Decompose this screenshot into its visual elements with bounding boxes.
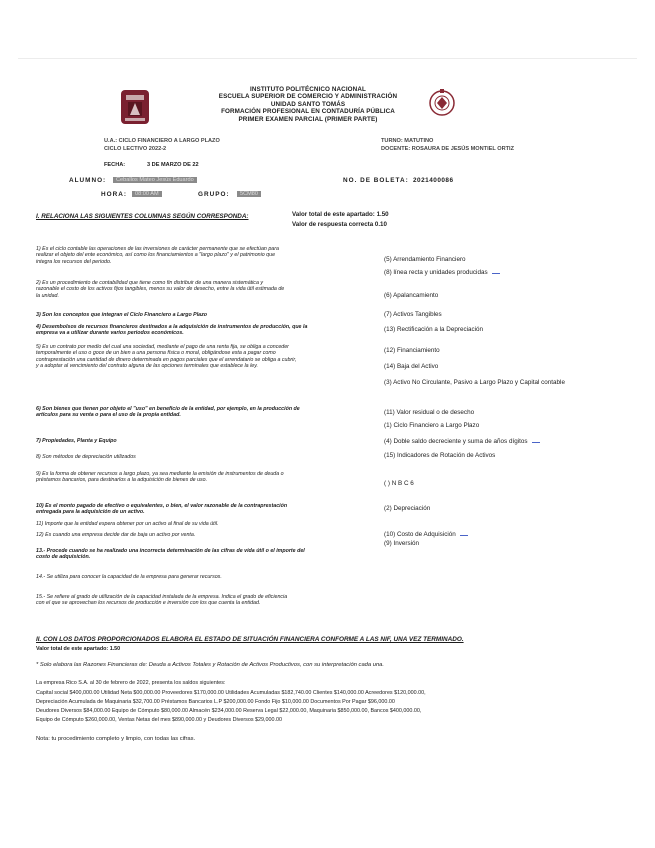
answer-11[interactable]: (4) Doble saldo decreciente y suma de años dígitos [384,437,540,445]
question-2: 2) Es un procedimiento de contabilidad que tiene como fin distribuir de una manera sistemática y razonable el costo de los activos fijos tangibles, menos su valor de desecho, entre la vida útil estimada de la unidad. [36,280,285,299]
ipn-logo-icon [118,88,152,126]
header-line5: PRIMER EXAMEN PARCIAL (PRIMER PARTE) [238,115,378,123]
answer-16[interactable]: (9) Inversión [384,540,419,547]
header-line1: INSTITUTO POLITÉCNICO NACIONAL [250,86,366,93]
answer-13[interactable]: ( ) N B C 6 [384,480,414,487]
question-11: 11) Importe que la entidad espera obtener por un activo al final de su vida útil. [36,521,219,527]
answer-1[interactable]: (5) Arrendamiento Financiero [384,256,466,263]
section1-valor-total: Valor total de este apartado: 1.50 [292,211,389,218]
info-turno: TURNO: MATUTINO [381,138,434,144]
page-top-border [18,58,637,59]
section2-title: II. CON LOS DATOS PROPORCIONADOS ELABORA EL ESTADO DE SITUACIÓN FINANCIERA CONFORME A LAS NIF, UNA VEZ TERMINADO. [36,636,464,643]
answer-10[interactable]: (1) Ciclo Financiero a Largo Plazo [384,422,480,429]
header-line2: ESCUELA SUPERIOR DE COMERCIO Y ADMINISTRACIÓN [218,93,398,101]
question-15: 15.- Se refiere al grado de utilización de la capacidad instalada de la empresa. Indica el grado de eficiencia con el que se aprovechan los recursos de producción e inversión con los que cuenta la entidad. [36,594,288,607]
datos-line-5: Equipo de Cómputo $260,000.00, Ventas Netas del mes $890,000.00 y Deudores Diversos $29,000.00 [36,717,283,723]
boleta-label: NO. DE BOLETA: [343,177,409,184]
answer-4[interactable]: (7) Activos Tangibles [384,311,442,318]
document-header [190,86,426,123]
datos-line-1: La empresa Rico S.A. al 30 de febrero de 2022, presenta los saldos siguientes: [36,680,226,686]
info-uap: U.A.: CICLO FINANCIERO A LARGO PLAZO [104,138,220,144]
answer-6[interactable]: (12) Financiamiento [384,347,440,354]
info-ciclo: CICLO LECTIVO 2022-2 [104,146,167,152]
question-4: 4) Desembolsos de recursos financieros destinados a la adquisición de instrumentos de producción, que la empresa va a utilizar durante varios periodos económicos. [36,324,308,337]
hora-label: HORA: [101,191,127,198]
answer-7[interactable]: (14) Baja del Activo [384,363,439,370]
question-8: 8) Son métodos de depreciación utilizados [36,454,136,460]
question-10: 10) Es el monto pagado de efectivo o equivalentes, o bien, el valor razonable de la contraprestación entregada para la adquisición de un activo. [36,503,288,516]
fecha-value: 3 DE MARZO DE 22 [147,162,199,168]
datos-line-2: Capital social $400,000.00 Utilidad Neta $00,000.00 Proveedores $170,000.00 Utilidades Acumuladas $182,740.00 Clientes $140,000.00 Acreedores $120,000.00, [36,690,426,696]
grupo-value[interactable]: 5CM80 [237,191,261,198]
answer-8[interactable]: (3) Activo No Circulante, Pasivo a Largo Plazo y Capital contable [384,379,565,386]
section2-nota: Nota: tu procedimiento completo y limpio, con todas las cifras. [36,736,196,742]
answer-5[interactable]: (13) Rectificación a la Depreciación [384,326,484,333]
section1-valor-respuesta: Valor de respuesta correcta 0.10 [292,221,387,228]
info-docente: DOCENTE: ROSAURA DE JESÚS MONTIEL ORTIZ [381,146,515,152]
question-9: 9) Es la forma de obtener recursos a largo plazo, ya sea mediante la emisión de instrumentos de deuda o préstamos bancarios, para destinarlos a la adquisición de bienes de uso. [36,471,284,484]
answer-blank-mark [532,437,540,443]
question-5: 5) Es un contrato por medio del cual una sociedad, mediante el pago de una renta fija, se obliga a conceder temporalmente el uso o goce de un bien a una persona física o moral, obligándose esta a pagar como contraprestación una cantidad de dinero determinada en pagos parciales que el arrendatario se obliga a cubrir, y a adoptar al vencimiento del contrato alguna de las opciones terminales que establece la ley. [36,344,297,370]
question-3: 3) Son los conceptos que integran el Ciclo Financiero a Largo Plazo [36,312,208,318]
question-13: 13.- Procede cuando se ha realizado una incorrecta determinación de las cifras de vida útil o el importe del costo de adquisición. [36,548,305,561]
header-line3: UNIDAD SANTO TOMÁS [270,100,346,108]
question-7: 7) Propiedades, Planta y Equipo [36,438,117,444]
answer-blank-mark [460,530,468,536]
boleta-value: 2021400086 [413,177,454,184]
answer-14[interactable]: (2) Depreciación [384,505,431,512]
answer-3[interactable]: (6) Apalancamiento [384,292,439,299]
fecha-label: FECHA: [104,162,126,168]
question-14: 14.- Se utiliza para conocer la capacidad de la empresa para generar recursos. [36,574,222,580]
section2-valor: Valor total de este apartado: 1.50 [36,646,121,652]
esca-logo-icon [428,88,456,120]
section2-instruccion: * Solo elabora las Razones Financieras de: Deuda a Activos Totales y Rotación de Activos Productivos, con su interpretación cada una. [36,662,385,668]
answer-9[interactable]: (11) Valor residual o de desecho [384,409,475,416]
hora-value[interactable]: 08:00 AM [132,191,162,198]
question-6: 6) Son bienes que tienen por objeto el "uso" en beneficio de la entidad, por ejemplo, en la producción de artículos para su venta o para el uso de la propia entidad. [36,406,300,419]
datos-line-4: Deudores Diversos $84,000.00 Equipo de Cómputo $80,000.00 Almacén $234,000.00 Reserva Legal $22,000.00, Maquinaria $850,000.00, Bancos $400,000.00, [36,708,422,714]
question-12: 12) Es cuando una empresa decide dar de baja un activo por venta. [36,532,196,538]
answer-12[interactable]: (15) Indicadores de Rotación de Activos [384,452,496,459]
header-line4: FORMACIÓN PROFESIONAL EN CONTADURÍA PÚBLICA [221,108,395,116]
answer-2[interactable]: (8) línea recta y unidades producidas [384,268,500,276]
section1-title: I. RELACIONA LAS SIGUIENTES COLUMNAS SEGÚN CORRESPONDA: [36,213,249,220]
grupo-label: GRUPO: [198,191,230,198]
question-1: 1) Es el ciclo contable las operaciones de las inversiones de carácter permanente que se efectúan para realizar el objeto del ente económico, así como los financiamientos a "largo plazo" y el patrimonio que integra los recursos del periodo. [36,246,279,265]
datos-line-3: Depreciación Acumulada de Maquinaria $32,700.00 Préstamos Bancarios L.P $200,000.00 Fondo Fijo $10,000.00 Documentos Por Pagar $96,000.00 [36,699,395,705]
alumno-value[interactable]: Ceballos Mateo Jesús Eduardo [113,177,197,184]
answer-blank-mark [492,268,500,274]
answer-15[interactable]: (10) Costo de Adquisición [384,530,468,538]
alumno-label: ALUMNO: [69,177,107,184]
